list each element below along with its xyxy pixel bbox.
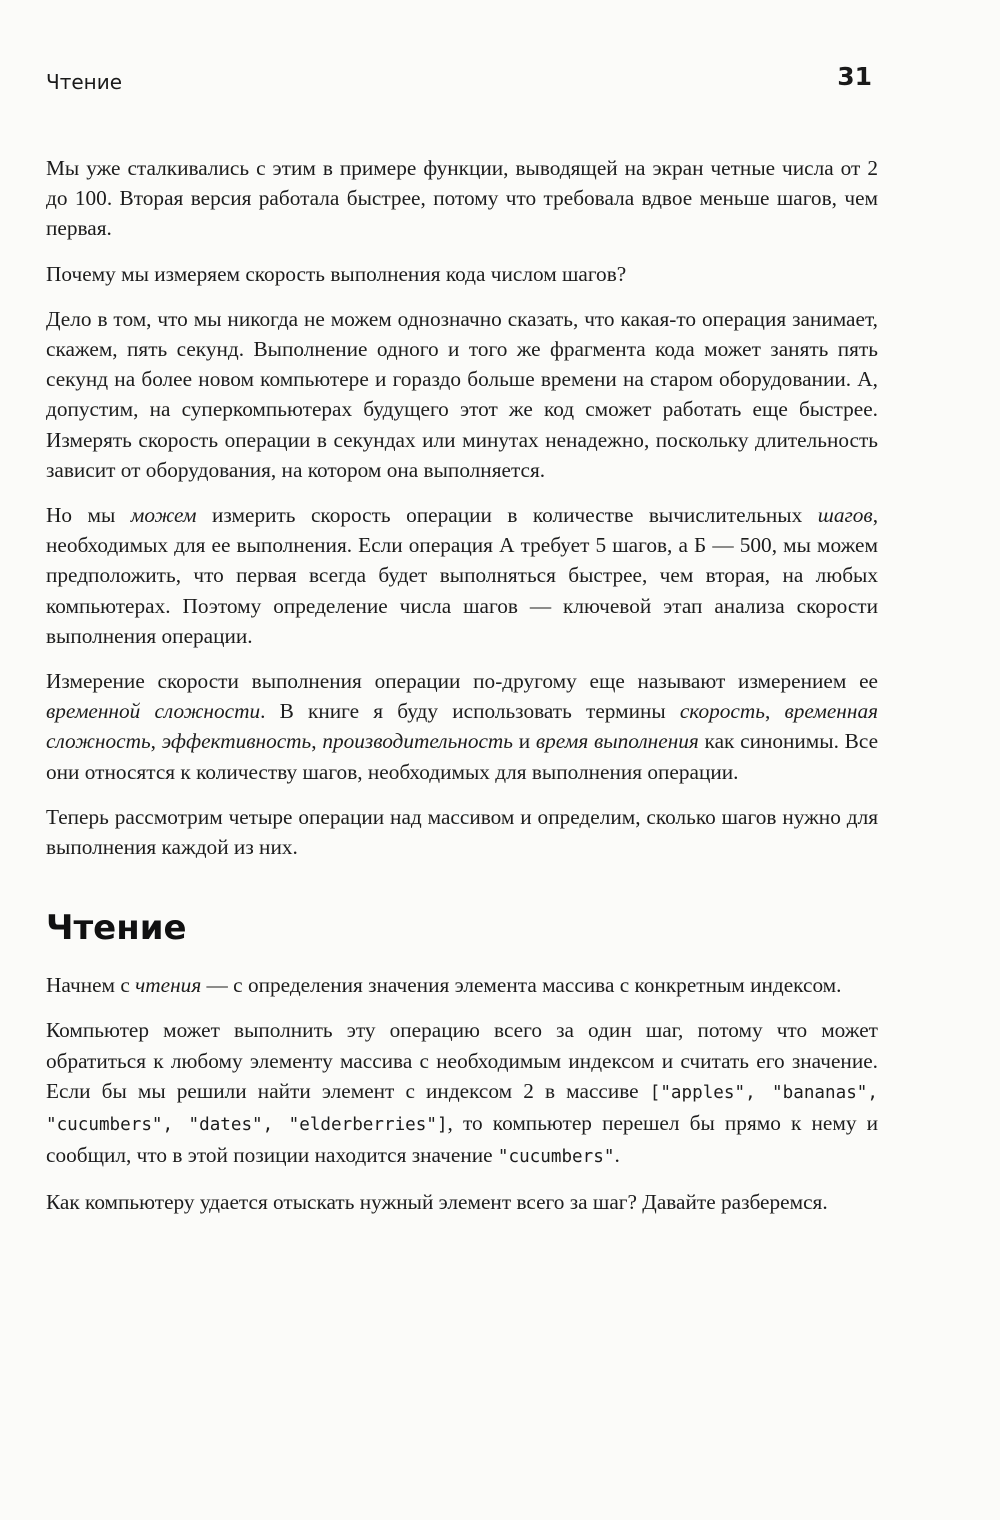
emphasis: скорость bbox=[679, 699, 765, 724]
text-run: . bbox=[614, 1143, 620, 1168]
emphasis: можем bbox=[130, 503, 197, 528]
text-run: , то компьютер перешел бы прямо к нему и сообщил, что в этой позиции находится значение bbox=[46, 1111, 878, 1168]
section-paragraph-1 bbox=[46, 970, 878, 1000]
text-run: и bbox=[513, 729, 536, 754]
running-head-title: Чтение bbox=[46, 70, 123, 94]
text-run: , необходимых для ее выполнения. Если операция А требует 5 шагов, а Б — 500, мы можем предположить, что первая всегда будет выполняться быстрее, чем вторая, на любых компьютерах. Поэтому определение числа шагов — ключевой этап анализа скорости выполнения операции. bbox=[46, 503, 879, 648]
emphasis: эффективность bbox=[161, 729, 312, 754]
paragraph-3: Дело в том, что мы никогда не можем однозначно сказать, что какая-то операция занимает, скажем, пять секунд. Выполнение одного и того же фрагмента кода может занять пять секунд на более новом компьютере и гораздо больше времени на старом оборудовании. А, допустим, на суперкомпьютерах будущего этот же код сможет работать еще быстрее. Измерять скорость операции в секундах или минутах ненадежно, поскольку длительность зависит от оборудования, на котором она выполняется. bbox=[46, 306, 878, 482]
emphasis: чтения bbox=[135, 973, 202, 998]
paragraph-6: Теперь рассмотрим четыре операции над массивом и определим, сколько шагов нужно для выполнения каждой из них. bbox=[46, 804, 878, 860]
paragraph-4 bbox=[46, 500, 878, 651]
text-run: Компьютер может выполнить эту операцию всего за один шаг, потому что может обратиться к любому элементу массива с необходимым индексом и считать его значение. Если бы мы решили найти элемент с индексом 2 в массиве bbox=[46, 1018, 878, 1103]
text-run: , bbox=[764, 699, 785, 724]
page-number: 31 bbox=[837, 62, 872, 91]
emphasis: производительность bbox=[322, 729, 514, 754]
text-run: Измерение скорости выполнения операции по-другому еще называют измерением ее bbox=[46, 669, 878, 694]
paragraph-5 bbox=[46, 666, 878, 787]
emphasis: временной сложности bbox=[46, 699, 261, 724]
emphasis: временная сложность bbox=[46, 699, 878, 754]
text-run: , bbox=[311, 729, 323, 754]
text-run: Но мы bbox=[46, 503, 131, 528]
section-paragraph-2 bbox=[46, 1015, 878, 1172]
text-run: Начнем с bbox=[46, 973, 136, 998]
emphasis: время выполнения bbox=[535, 729, 699, 754]
emphasis: шагов bbox=[817, 503, 873, 528]
text-run: измерить скорость операции в количестве вычислительных bbox=[196, 503, 818, 528]
section-paragraph-3: Как компьютеру удается отыскать нужный элемент всего за шаг? Давайте разберемся. bbox=[46, 1190, 828, 1215]
text-run: — с определения значения элемента массива с конкретным индексом. bbox=[201, 973, 842, 998]
text-run: . В книге я буду использовать термины bbox=[260, 699, 680, 724]
paragraph-1: Мы уже сталкивались с этим в примере функции, выводящей на экран четные числа от 2 до 100. Вторая версия работала быстрее, потому что требовала вдвое меньше шагов, чем первая. bbox=[46, 156, 878, 241]
section-heading: Чтение bbox=[46, 908, 187, 949]
paragraph-2: Почему мы измеряем скорость выполнения кода числом шагов? bbox=[46, 261, 627, 286]
code-string-literal: "cucumbers" bbox=[497, 1147, 615, 1168]
text-run: как синонимы. Все они относятся к количеству шагов, необходимых для выполнения операции. bbox=[46, 729, 879, 784]
text-run: , bbox=[150, 729, 162, 754]
page-body bbox=[46, 153, 878, 1233]
code-array-literal: ["apples", "bananas", "cucumbers", "dates", "elderberries"] bbox=[46, 1082, 878, 1136]
